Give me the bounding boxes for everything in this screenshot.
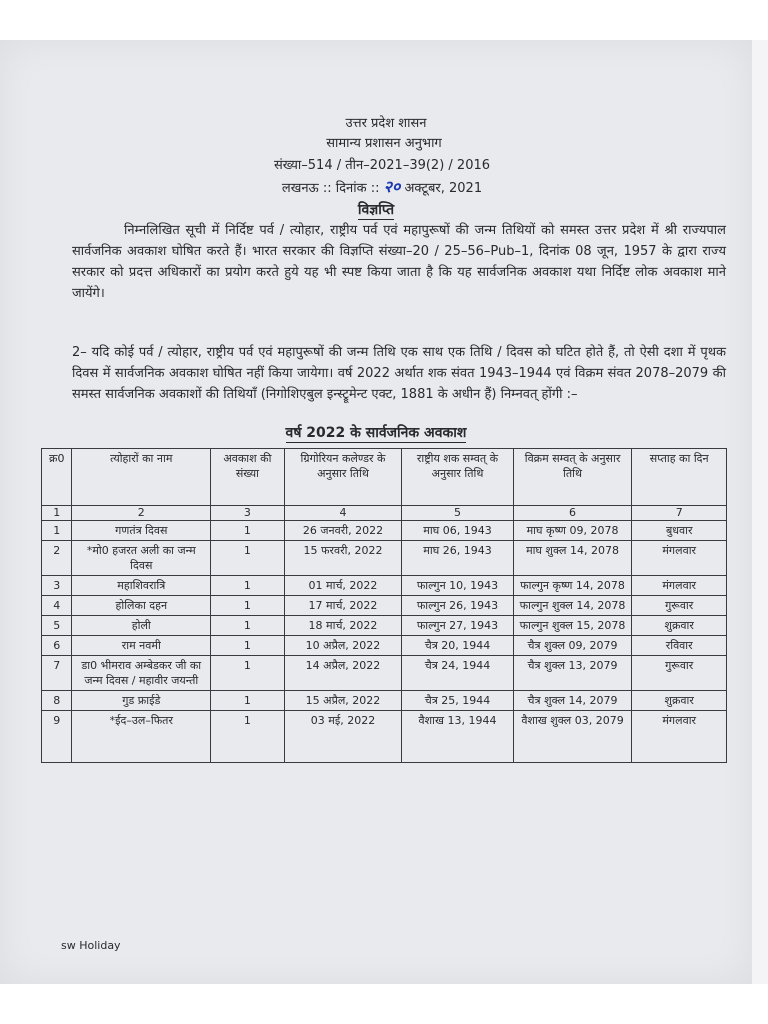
holiday-table	[41, 448, 727, 763]
row-weekday: मंगलवार	[632, 576, 727, 596]
row-shaka-date: फाल्गुन 26, 1943	[402, 596, 513, 616]
row-holiday-count: 1	[211, 541, 285, 576]
row-festival-name: डा0 भीमराव अम्बेडकर जी का जन्म दिवस / महावीर जयन्ती	[72, 656, 211, 691]
table-row	[42, 616, 727, 636]
table-row	[42, 691, 727, 711]
row-vikram-date: माघ शुक्ल 14, 2078	[513, 541, 632, 576]
table-row	[42, 636, 727, 656]
bottom-margin	[0, 984, 768, 1024]
paragraph-2: 2– यदि कोई पर्व / त्योहार, राष्ट्रीय पर्व एवं महापुरूषों की जन्म तिथि एक साथ एक तिथि / दिवस को घटित होते हैं, तो ऐसी दशा में पृथक दिवस में सार्वजनिक अवकाश घोषित नहीं किया जायेगा। वर्ष 2022 अर्थात शक संवत 1943–1944 एवं विक्रम संवत 2078–2079 की समस्त सार्वजनिक अवकाशों की तिथियाँ (निगोशिएबुल इन्स्ट्रूमेन्ट एक्ट, 1881 के अधीन हैं) निम्नवत् होंगी :–	[72, 345, 727, 402]
table-row	[42, 521, 727, 541]
column-number: 5	[402, 506, 513, 521]
row-sno: 2	[42, 541, 72, 576]
row-sno: 8	[42, 691, 72, 711]
row-festival-name: गणतंत्र दिवस	[72, 521, 211, 541]
table-header-row	[42, 449, 727, 506]
column-number: 4	[284, 506, 402, 521]
row-vikram-date: चैत्र शुक्ल 13, 2079	[513, 656, 632, 691]
date-suffix: अक्टूबर, 2021	[404, 181, 483, 196]
row-festival-name: होलिका दहन	[72, 596, 211, 616]
row-shaka-date: चैत्र 20, 1944	[402, 636, 513, 656]
handwritten-date: २०	[383, 177, 401, 196]
row-festival-name: होली	[72, 616, 211, 636]
row-holiday-count: 1	[211, 711, 285, 763]
notification-title	[0, 201, 752, 219]
date-prefix: लखनऊ :: दिनांक ::	[281, 181, 380, 196]
table-title	[0, 423, 752, 442]
row-weekday: गुरूवार	[632, 596, 727, 616]
row-sno: 7	[42, 656, 72, 691]
row-shaka-date: माघ 26, 1943	[402, 541, 513, 576]
column-number: 7	[632, 506, 727, 521]
row-sno: 1	[42, 521, 72, 541]
table-row	[42, 576, 727, 596]
row-gregorian-date: 18 मार्च, 2022	[284, 616, 402, 636]
row-gregorian-date: 10 अप्रैल, 2022	[284, 636, 402, 656]
row-sno: 4	[42, 596, 72, 616]
column-number-row	[42, 506, 727, 521]
row-gregorian-date: 01 मार्च, 2022	[284, 576, 402, 596]
row-weekday: मंगलवार	[632, 541, 727, 576]
row-shaka-date: फाल्गुन 10, 1943	[402, 576, 513, 596]
table-title-text: वर्ष 2022 के सार्वजनिक अवकाश	[285, 425, 467, 441]
row-festival-name: गुड फ्राईडे	[72, 691, 211, 711]
row-vikram-date: चैत्र शुक्ल 14, 2079	[513, 691, 632, 711]
header-state-government: उत्तर प्रदेश शासन	[345, 116, 427, 131]
row-holiday-count: 1	[211, 656, 285, 691]
row-vikram-date: चैत्र शुक्ल 09, 2079	[513, 636, 632, 656]
header-festival-name: त्योहारों का नाम	[72, 449, 211, 506]
row-gregorian-date: 17 मार्च, 2022	[284, 596, 402, 616]
row-weekday: शुक्रवार	[632, 616, 727, 636]
row-gregorian-date: 26 जनवरी, 2022	[284, 521, 402, 541]
column-number: 2	[72, 506, 211, 521]
row-gregorian-date: 03 मई, 2022	[284, 711, 402, 763]
table-row	[42, 711, 727, 763]
notification-title-text: विज्ञप्ति	[357, 202, 395, 218]
row-holiday-count: 1	[211, 596, 285, 616]
row-vikram-date: माघ कृष्ण 09, 2078	[513, 521, 632, 541]
row-weekday: रविवार	[632, 636, 727, 656]
header-holiday-count: अवकाश की संख्या	[211, 449, 285, 506]
footer-label: sw Holiday	[61, 939, 121, 952]
row-shaka-date: माघ 06, 1943	[402, 521, 513, 541]
column-number: 6	[513, 506, 632, 521]
row-vikram-date: फाल्गुन कृष्ण 14, 2078	[513, 576, 632, 596]
row-vikram-date: फाल्गुन शुक्ल 15, 2078	[513, 616, 632, 636]
row-gregorian-date: 15 अप्रैल, 2022	[284, 691, 402, 711]
row-holiday-count: 1	[211, 691, 285, 711]
row-sno: 3	[42, 576, 72, 596]
row-shaka-date: फाल्गुन 27, 1943	[402, 616, 513, 636]
table-row	[42, 656, 727, 691]
header-weekday: सप्ताह का दिन	[632, 449, 727, 506]
header-date-line	[6, 179, 758, 197]
header-sno: क्र0	[42, 449, 72, 506]
row-holiday-count: 1	[211, 636, 285, 656]
header-gregorian-date: ग्रिगोरियन कलेण्डर के अनुसार तिथि	[284, 449, 402, 506]
row-shaka-date: वैशाख 13, 1944	[402, 711, 513, 763]
header-department: सामान्य प्रशासन अनुभाग	[326, 136, 442, 151]
row-shaka-date: चैत्र 24, 1944	[402, 656, 513, 691]
column-number: 1	[42, 506, 72, 521]
header-shaka-date: राष्ट्रीय शक सम्वत् के अनुसार तिथि	[402, 449, 513, 506]
header-reference-number: संख्या–514 / तीन–2021–39(2) / 2016	[273, 158, 491, 173]
row-gregorian-date: 15 फरवरी, 2022	[284, 541, 402, 576]
row-sno: 9	[42, 711, 72, 763]
column-number: 3	[211, 506, 285, 521]
row-weekday: मंगलवार	[632, 711, 727, 763]
row-holiday-count: 1	[211, 521, 285, 541]
header-vikram-date: विक्रम सम्वत् के अनुसार तिथि	[513, 449, 632, 506]
row-shaka-date: चैत्र 25, 1944	[402, 691, 513, 711]
row-gregorian-date: 14 अप्रैल, 2022	[284, 656, 402, 691]
row-holiday-count: 1	[211, 616, 285, 636]
row-sno: 5	[42, 616, 72, 636]
row-sno: 6	[42, 636, 72, 656]
row-festival-name: महाशिवरात्रि	[72, 576, 211, 596]
table-row	[42, 596, 727, 616]
table-row	[42, 541, 727, 576]
row-weekday: बुधवार	[632, 521, 727, 541]
row-weekday: शुक्रवार	[632, 691, 727, 711]
row-weekday: गुरूवार	[632, 656, 727, 691]
row-festival-name: राम नवमी	[72, 636, 211, 656]
top-margin	[0, 0, 768, 40]
row-festival-name: *ईद–उल–फितर	[72, 711, 211, 763]
row-festival-name: *मो0 हजरत अली का जन्म दिवस	[72, 541, 211, 576]
paragraph-1: निम्नलिखित सूची में निर्दिष्ट पर्व / त्योहार, राष्ट्रीय पर्व एवं महापुरूषों की जन्म तिथियों को समस्त उत्तर प्रदेश में श्री राज्यपाल सार्वजनिक अवकाश घोषित करते हैं। भारत सरकार की विज्ञप्ति संख्या–20 / 25–56–Pub–1, दिनांक 08 जून, 1957 के द्वारा राज्य सरकार को प्रदत्त अधिकारों का प्रयोग करते हुये यह भी स्पष्ट किया जाता है कि यह सार्वजनिक अवकाश यथा निर्दिष्ट लोक अवकाश माने जायेंगे।	[72, 223, 726, 301]
row-vikram-date: वैशाख शुक्ल 03, 2079	[513, 711, 632, 763]
row-vikram-date: फाल्गुन शुक्ल 14, 2078	[513, 596, 632, 616]
row-holiday-count: 1	[211, 576, 285, 596]
